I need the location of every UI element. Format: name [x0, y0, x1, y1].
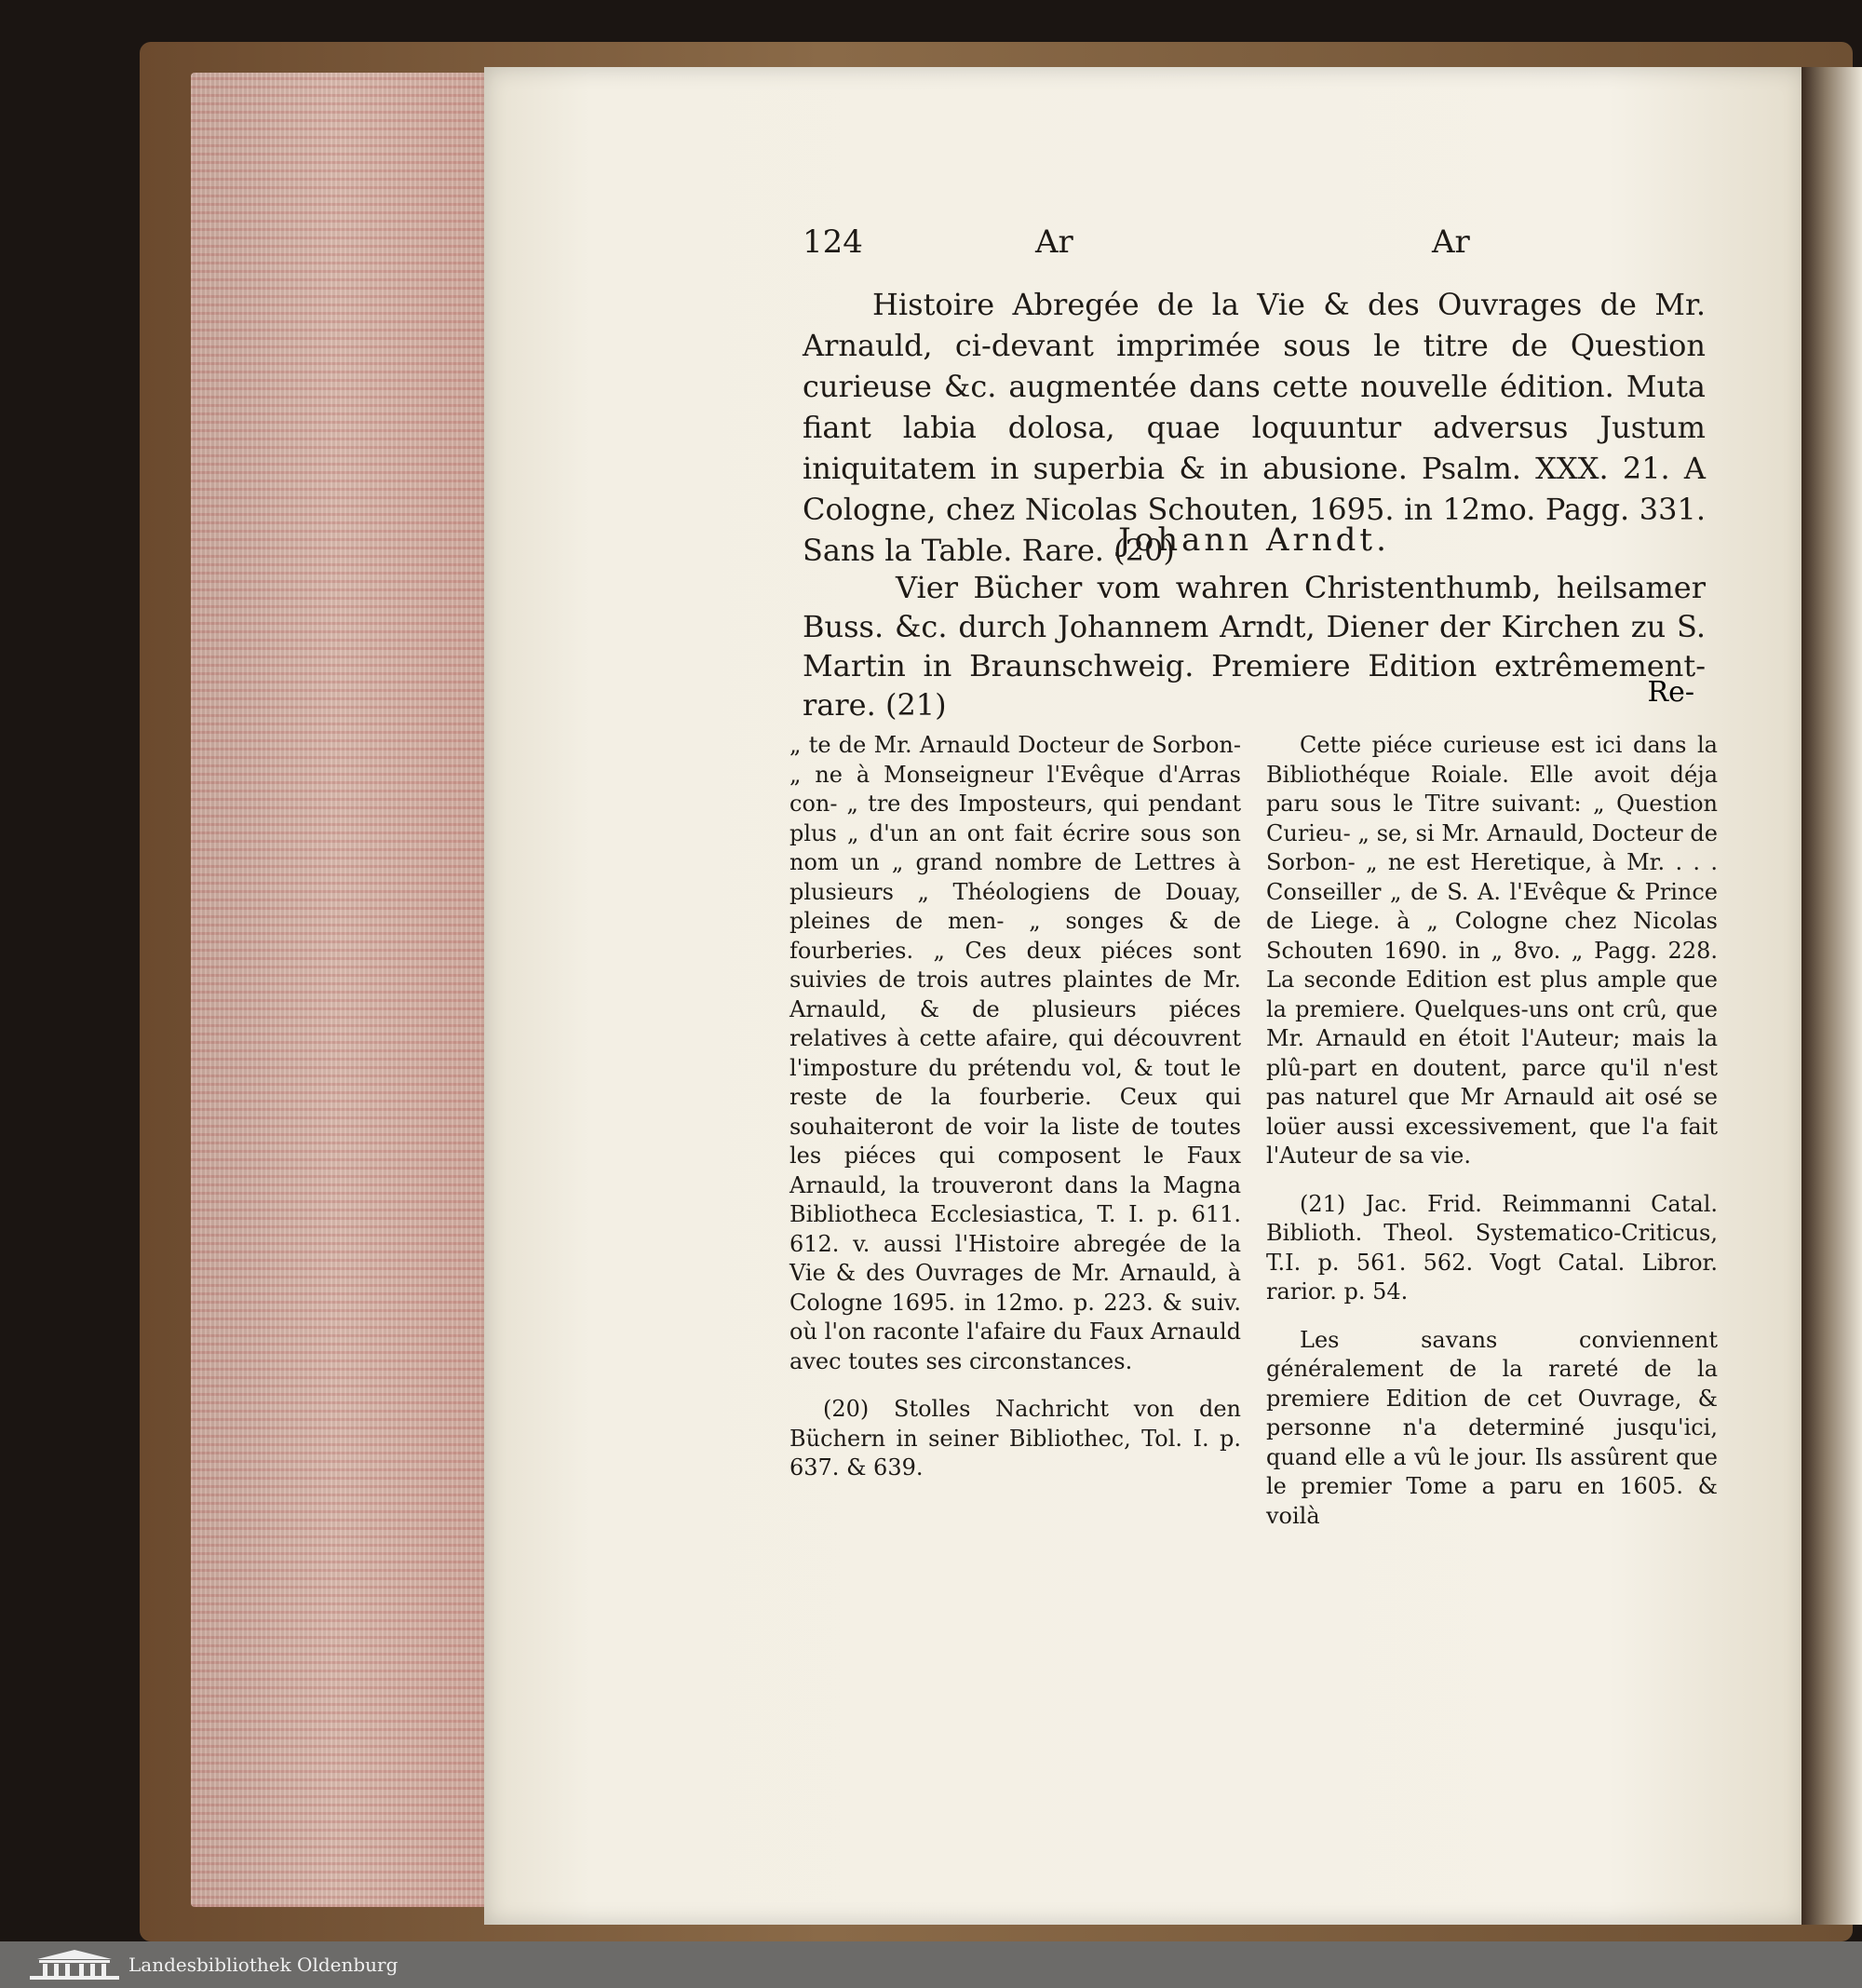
left-column: [789, 731, 1241, 1502]
running-head-left: Ar: [1035, 223, 1073, 261]
arndt-entry-text: Vier Bücher vom wahren Christenthumb, heilsamer Buss. &c. durch Johannem Arndt, Diener der Kirchen zu S. Martin in Braunschweig. Premiere Edition extrêmement-rare. (21): [803, 570, 1706, 723]
running-head-right: Ar: [1432, 223, 1470, 261]
section-heading: Johann Arndt.: [1118, 521, 1390, 559]
library-building-icon: [28, 1948, 121, 1981]
right-column-paragraph: Cette piéce curieuse est ici dans la Bibliothéque Roiale. Elle avoit déja paru sous le Titre suivant: „ Question Curieu- „ se, si Mr. Arnauld, Docteur de Sorbon- „ ne est Heretique, à Mr. . . . Conseiller „ de S. A. l'Evêque & Prince de Liege. à „ Cologne chez Nicolas Schouten 1690. in „ 8vo. „ Pagg. 228. La seconde Edition est plus ample que la premiere. Quelques-uns ont crû, que Mr. Arnauld en étoit l'Auteur; mais la plû-part en doutent, parce qu'il n'est pas naturel que Mr Arnauld ait osé se loüer aussi excessivement, que l'a fait l'Auteur de sa vie.: [1266, 732, 1718, 1169]
arndt-entry: [803, 568, 1706, 724]
right-column: [1266, 731, 1718, 1549]
main-entry-text: Histoire Abregée de la Vie & des Ouvrages de Mr. Arnauld, ci-devant imprimée sous le titre de Question curieuse &c. augmentée dans cette nouvelle édition. Muta fiant labia dolosa, quae loquuntur adversus Justum iniquitatem in superbia & in abusione. Psalm. XXX. 21. A Cologne, chez Nicolas Schouten, 1695. in 12mo. Pagg. 331. Sans la Table. Rare. (20): [803, 287, 1706, 568]
catchword: Re-: [1647, 676, 1694, 709]
right-column-paragraph-2: Les savans conviennent généralement de la rareté de la premiere Edition de cet Ouvrage, & personne n'a determiné jusqu'ici, quand elle a vû le jour. Ils assûrent que le premier Tome a paru en 1605. & voilà: [1266, 1326, 1718, 1529]
page-gutter: [1801, 67, 1862, 1925]
footnote-21: (21) Jac. Frid. Reimmanni Catal. Biblioth. Theol. Systematico-Criticus, T.I. p. 561. 562. Vogt Catal. Libror. rarior. p. 54.: [1266, 1190, 1718, 1305]
page-number: 124: [803, 223, 863, 261]
book-fore-edge: [191, 73, 484, 1907]
library-name: Landesbibliothek Oldenburg: [128, 1954, 398, 1976]
footnote-20: (20) Stolles Nachricht von den Büchern in seiner Bibliothec, Tol. I. p. 637. & 639.: [789, 1396, 1241, 1481]
left-column-paragraph: „ te de Mr. Arnauld Docteur de Sorbon- „ ne à Monseigneur l'Evêque d'Arras con- „ tre des Imposteurs, qui pendant plus „ d'un an ont fait écrire sous son nom un „ grand nombre de Lettres à plusieurs „ Théologiens de Douay, pleines de men- „ songes & de fourberies. „ Ces deux piéces sont suivies de trois autres plaintes de Mr. Arnauld, & de plusieurs piéces relatives à cette afaire, qui découvrent l'imposture du prétendu vol, & tout le reste de la fourberie. Ceux qui souhaiteront de voir la liste de toutes les piéces qui composent le Faux Arnauld, la trouveront dans la Magna Bibliotheca Ecclesiastica, T. I. p. 611. 612. v. aussi l'Histoire abregée de la Vie & des Ouvrages de Mr. Arnauld, à Cologne 1695. in 12mo. p. 223. & suiv. où l'on raconte l'afaire du Faux Arnauld avec toutes ses circonstances.: [789, 732, 1241, 1374]
